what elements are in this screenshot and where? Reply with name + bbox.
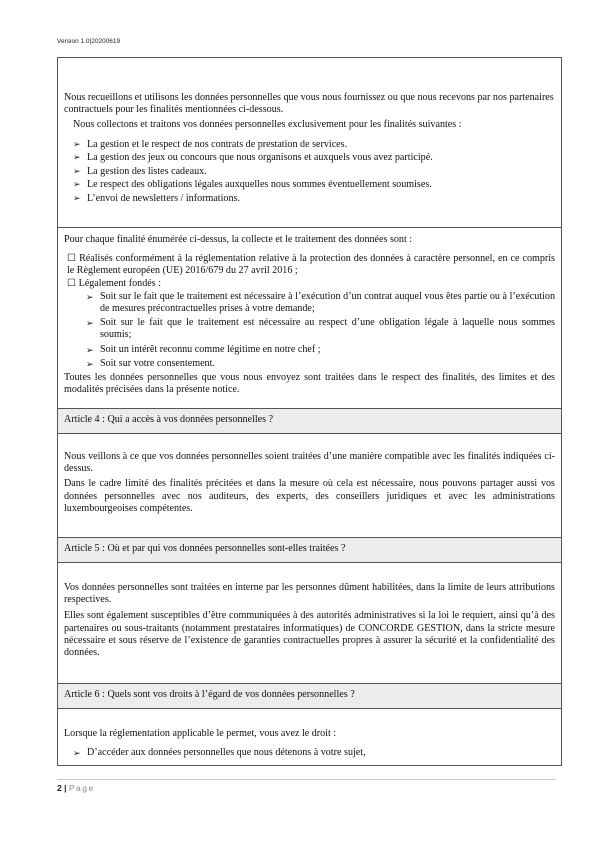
- version-label: Version 1.0|20200619: [57, 38, 121, 45]
- page-number: 2: [57, 783, 62, 793]
- article-5-heading: Article 5 : Où et par qui vos données personnelles sont-elles traitées ?: [64, 543, 346, 554]
- rights-list: [73, 747, 555, 759]
- lawfulness-closing: Toutes les données personnelles que vous nous envoyez sont traitées dans le respect des finalités, des limites et des modalités précisées dans la présente notice.: [64, 372, 555, 396]
- lawfulness-intro: Pour chaque finalité énumérée ci-dessus, la collecte et le traitement des données sont :: [64, 234, 413, 245]
- lawfulness-section: [58, 228, 561, 409]
- arrowhead-bullet-icon: ➢: [73, 179, 81, 190]
- article-4-heading: Article 4 : Qui a accès à vos données personnelles ?: [64, 414, 274, 425]
- article-4-paragraph: Dans le cadre limité des finalités précitées et dans la mesure où cela est nécessaire, nous pouvons partager aussi vos données personnelles avec nos auditeurs, des experts, des conseillers juridiques et avec les administrations luxembourgeoises compétentes.: [64, 478, 555, 514]
- legal-basis-check-item: ☐ Légalement fondés :: [67, 277, 161, 289]
- footer-separator: |: [64, 783, 67, 793]
- article-6-heading-row: [58, 684, 561, 709]
- legal-basis-list: [64, 291, 555, 370]
- list-item: ➢ Soit sur votre consentement.: [86, 357, 215, 369]
- article-4-body: [58, 434, 561, 538]
- article-6-heading: Article 6 : Quels sont vos droits à l’égard de vos données personnelles ?: [64, 689, 355, 700]
- article-5-paragraph: Elles sont également susceptibles d’être communiquées à des autorités administratives si la loi le requiert, ainsi qu’à des partenaires ou sous-traitants (notamment prestataires informatiques) de CONCORDE GESTION, dans la stricte mesure nécessaire et sous réserve de l’existence de garanties contractuelles propres à assurer la sécurité et la confidentialité des données.: [64, 610, 555, 659]
- purposes-section: [58, 58, 561, 228]
- footer-divider: [57, 779, 556, 780]
- list-item: ➢ Soit sur le fait que le traitement est nécessaire à l’exécution d’un contrat auquel vous êtes partie ou à l’exécution de mesures précontractuelles prises à votre demande;: [86, 290, 555, 315]
- article-6-paragraph: Lorsque la réglementation applicable le permet, vous avez le droit :: [64, 728, 337, 739]
- arrowhead-bullet-icon: ➢: [73, 138, 81, 149]
- list-item: ➢ D’accéder aux données personnelles que nous détenons à votre sujet,: [73, 747, 366, 759]
- arrowhead-bullet-icon: ➢: [73, 165, 81, 176]
- compliance-check-item: ☐ Réalisés conformément à la réglementation relative à la protection des données à caractère personnel, en ce compris le Règlement européen (UE) 2016/679 du 27 avril 2016 ;: [67, 253, 555, 277]
- arrowhead-bullet-icon: ➢: [73, 748, 81, 759]
- arrowhead-bullet-icon: ➢: [86, 291, 94, 302]
- list-item: ➢ La gestion des listes cadeaux.: [73, 165, 207, 177]
- list-item: ➢ La gestion et le respect de nos contrats de prestation de services.: [73, 138, 348, 150]
- article-5-body: [58, 563, 561, 684]
- list-item: ➢ La gestion des jeux ou concours que nous organisons et auxquels vous avez participé.: [73, 152, 433, 164]
- privacy-notice-table: [57, 57, 562, 766]
- list-item: ➢ Soit un intérêt reconnu comme légitime en notre chef ;: [86, 343, 321, 355]
- arrowhead-bullet-icon: ➢: [86, 344, 94, 355]
- empty-checkbox-icon: ☐: [67, 253, 77, 265]
- list-item: ➢ L’envoi de newsletters / informations.: [73, 192, 240, 204]
- page-word: Page: [68, 783, 95, 793]
- article-5-heading-row: [58, 538, 561, 563]
- arrowhead-bullet-icon: ➢: [73, 192, 81, 203]
- article-5-paragraph: Vos données personnelles sont traitées en interne par les personnes dûment habilitées, dans la limite de leurs attributions respectives.: [64, 582, 555, 606]
- article-4-paragraph: Nous veillons à ce que vos données personnelles soient traitées d’une manière compatible avec les finalités indiquées ci-dessus.: [64, 451, 555, 475]
- purposes-lead: Nous collectons et traitons vos données personnelles exclusivement pour les finalités suivantes :: [73, 119, 462, 131]
- page-footer: [57, 783, 95, 793]
- article-4-heading-row: [58, 409, 561, 434]
- purposes-list: [73, 138, 555, 206]
- purposes-intro: Nous recueillons et utilisons les données personnelles que vous nous fournissez ou que nous recevons par nos partenaires contractuels pour les finalités mentionnées ci-dessous.: [64, 92, 554, 116]
- arrowhead-bullet-icon: ➢: [86, 358, 94, 369]
- article-6-body: [58, 709, 561, 766]
- arrowhead-bullet-icon: ➢: [86, 318, 94, 329]
- list-item: ➢ Soit sur le fait que le traitement est nécessaire au respect d’une obligation légale à laquelle nous sommes soumis;: [86, 317, 555, 341]
- list-item: ➢ Le respect des obligations légales auxquelles nous sommes éventuellement soumises.: [73, 179, 432, 191]
- empty-checkbox-icon: ☐: [67, 277, 77, 289]
- arrowhead-bullet-icon: ➢: [73, 152, 81, 163]
